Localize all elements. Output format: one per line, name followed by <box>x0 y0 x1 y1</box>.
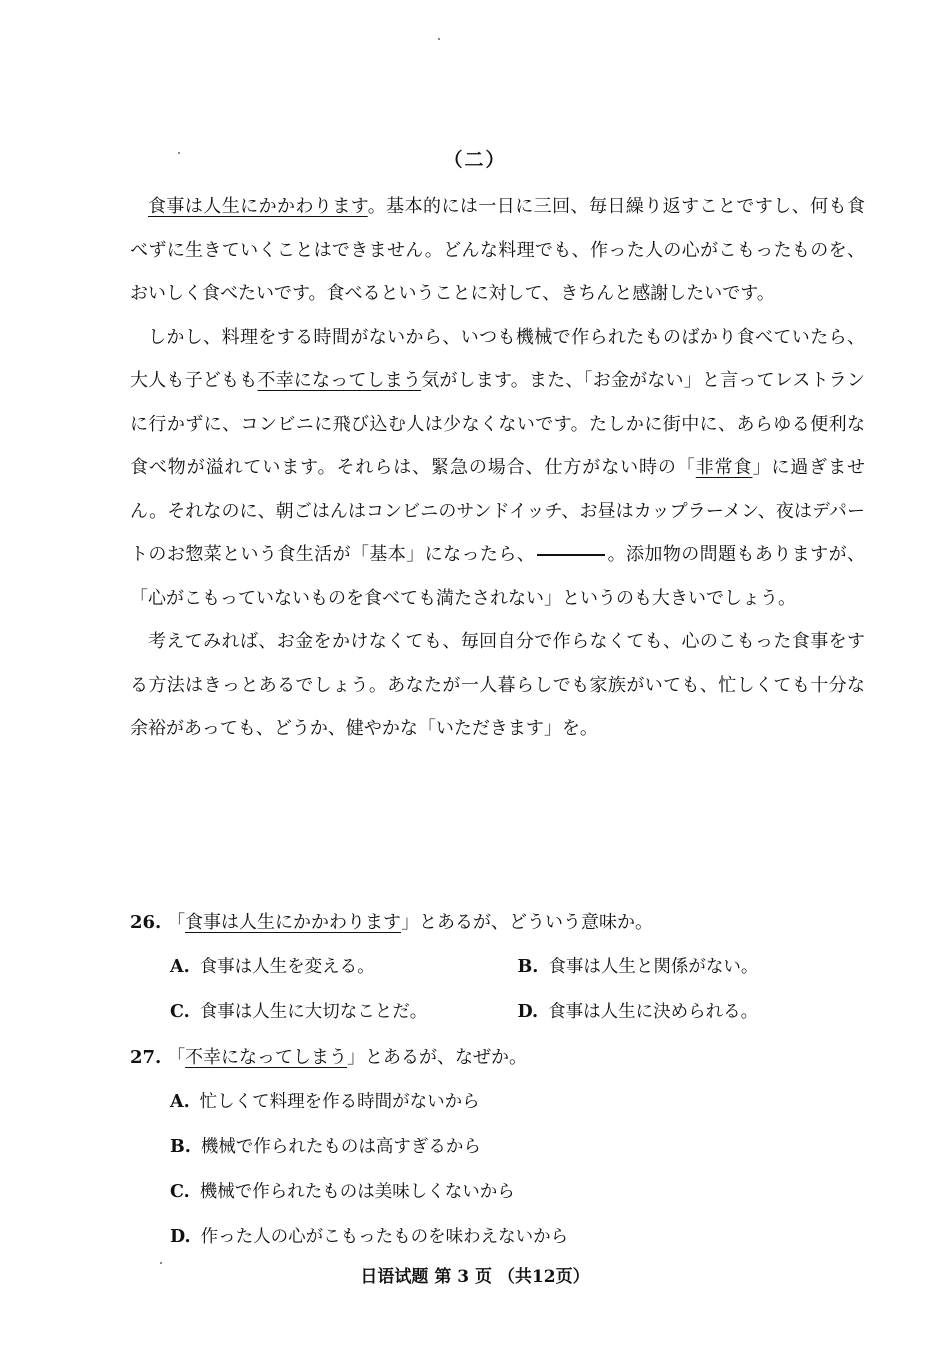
option-letter: C. <box>170 1182 190 1202</box>
option-letter: A. <box>170 957 190 977</box>
paragraph-text: 気がします。また、「お金がない」と言ってレストランに行かずに、コンビニに飛び込む人は少なくないです。たしかに街中に、あらゆる便利な食べ物が溢れています。それらは、緊急の場合、仕方がない時の「 <box>130 370 866 478</box>
paragraph-text: しかし、料理をする時間がないから、いつも機械で作られたものばかり食べていたら、大人も子どもも <box>130 326 865 391</box>
passage-paragraph-2 <box>130 316 865 621</box>
passage-paragraph-3: 考えてみれば、お金をかけなくても、毎回自分で作らなくても、心のこもった食事をする方法はきっとあるでしょう。あなたが一人暮らしでも家族がいても、忙しくても十分な余裕があっても、どうか、健やかな「いただきます」を。 <box>130 631 865 739</box>
question-text: 」とあるが、どういう意味か。 <box>401 912 654 933</box>
option-27-a[interactable] <box>130 1080 865 1125</box>
option-text: 忙しくて料理を作る時間がないから <box>199 1092 480 1112</box>
option-text: 食事は人生と関係がない。 <box>548 957 759 977</box>
option-text: 機械で作られたものは美味しくないから <box>199 1182 515 1202</box>
option-26-c[interactable] <box>170 990 518 1035</box>
paragraph-text: 。添加物の問題もありますが、「心がこもっていないものを食べても満たされない」というのも大きいでしょう。 <box>130 544 866 609</box>
passage-paragraph-1 <box>130 185 865 316</box>
options-row <box>130 990 865 1035</box>
option-text: 作った人の心がこもったものを味わえないから <box>200 1227 569 1247</box>
underlined-phrase-27: 不幸になってしまう <box>257 370 422 391</box>
question-quote: 食事は人生にかかわります <box>185 912 402 933</box>
option-text: 機械で作られたものは高すぎるから <box>200 1137 481 1157</box>
option-text: 食事は人生に決められる。 <box>548 1002 759 1022</box>
option-letter: D. <box>170 1227 191 1247</box>
option-26-d[interactable] <box>518 990 866 1035</box>
option-letter: A. <box>170 1092 190 1112</box>
questions <box>130 900 865 1260</box>
scan-speck <box>438 38 440 40</box>
quote-open: 「 <box>167 912 186 933</box>
options-row <box>130 945 865 990</box>
option-26-b[interactable] <box>518 945 866 990</box>
option-26-a[interactable] <box>170 945 518 990</box>
question-text: 」とあるが、なぜか。 <box>347 1047 528 1068</box>
paragraph-text: 。基本的には一日に三回、毎日繰り返すことですし、何も食べずに生きていくことはできません。どんな料理でも、作った人の心がこもったものを、おいしく食べたいです。食べるということに対して、きちんと感謝したいです。 <box>130 196 865 304</box>
option-27-b[interactable] <box>130 1125 865 1170</box>
question-number: 27. <box>130 1047 162 1068</box>
section-title: （二） <box>443 149 507 171</box>
question-26 <box>130 900 865 945</box>
question-quote: 不幸になってしまう <box>185 1047 348 1068</box>
underlined-phrase-26: 食事は人生にかかわります <box>148 196 368 217</box>
question-number: 26. <box>130 912 162 933</box>
option-letter: B. <box>170 1137 191 1157</box>
option-letter: B. <box>517 957 539 977</box>
reading-passage <box>130 185 865 751</box>
page-footer: 日语试题 第 3 页 （共12页） <box>360 1267 590 1287</box>
option-letter: C. <box>170 1002 190 1022</box>
option-letter: D. <box>517 1002 539 1022</box>
option-27-c[interactable] <box>130 1170 865 1215</box>
underlined-phrase-hijoshoku: 非常食 <box>695 457 753 478</box>
option-27-d[interactable] <box>130 1215 865 1260</box>
answer-blank <box>537 553 605 556</box>
paragraph-text: 」に過ぎません。それなのに、朝ごはんはコンビニのサンドイッチ、お昼はカップラーメン、夜はデパートのお惣菜という食生活が「基本」になったら、 <box>130 457 865 565</box>
option-text: 食事は人生を変える。 <box>199 957 375 977</box>
question-27 <box>130 1035 865 1080</box>
quote-open: 「 <box>167 1047 186 1068</box>
option-text: 食事は人生に大切なことだ。 <box>199 1002 428 1022</box>
